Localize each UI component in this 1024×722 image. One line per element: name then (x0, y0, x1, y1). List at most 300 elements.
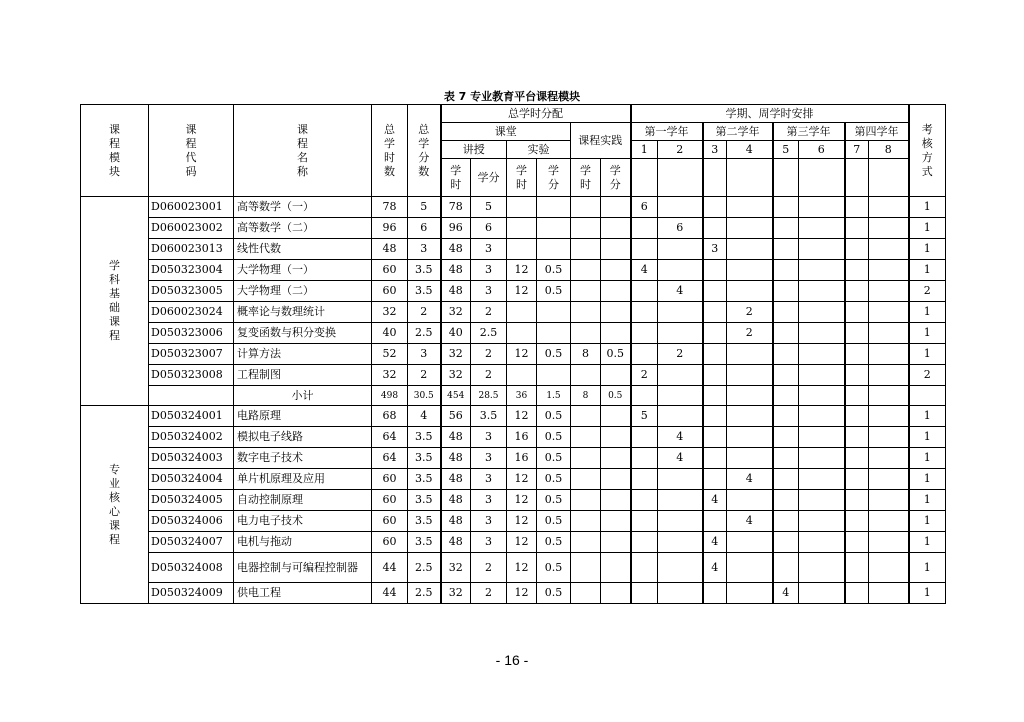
total-credits: 2.5 (408, 583, 441, 604)
header-classroom: 课堂 (441, 123, 571, 141)
subtotal-term (631, 386, 658, 406)
lab-hours: 12 (507, 511, 537, 532)
exam-method: 1 (909, 218, 946, 239)
practice-hours (571, 218, 601, 239)
practice-credits (601, 365, 631, 386)
subtotal-credits: 30.5 (408, 386, 441, 406)
term-hours (703, 218, 727, 239)
total-hours: 40 (372, 323, 408, 344)
practice-credits (601, 239, 631, 260)
lab-credits: 0.5 (537, 553, 571, 583)
lecture-hours: 48 (441, 281, 471, 302)
lecture-credits: 3 (471, 427, 507, 448)
header-year-1: 第一学年 (631, 123, 703, 141)
lab-credits (537, 197, 571, 218)
practice-hours (571, 583, 601, 604)
term-hours (799, 344, 845, 365)
term-hours (773, 553, 799, 583)
header-year-3: 第三学年 (773, 123, 845, 141)
term-hours (869, 302, 909, 323)
course-code: D060023002 (149, 218, 234, 239)
term-hours (727, 281, 773, 302)
lab-hours: 12 (507, 490, 537, 511)
lecture-credits: 5 (471, 197, 507, 218)
course-code: D050323004 (149, 260, 234, 281)
course-name: 自动控制原理 (234, 490, 372, 511)
subtotal-practice-credits: 0.5 (601, 386, 631, 406)
header-distribution: 总学时分配 (441, 105, 631, 123)
lecture-hours: 48 (441, 239, 471, 260)
term-hours (869, 218, 909, 239)
lab-credits: 0.5 (537, 532, 571, 553)
term-hours (658, 490, 703, 511)
course-code: D060023001 (149, 197, 234, 218)
practice-hours (571, 553, 601, 583)
practice-hours (571, 365, 601, 386)
term-hours (869, 511, 909, 532)
lab-hours: 12 (507, 553, 537, 583)
term-hours (631, 490, 658, 511)
lecture-credits: 2.5 (471, 323, 507, 344)
term-hours (845, 218, 869, 239)
total-hours: 60 (372, 490, 408, 511)
practice-credits (601, 469, 631, 490)
total-hours: 60 (372, 469, 408, 490)
practice-hours (571, 260, 601, 281)
subtotal-hours: 498 (372, 386, 408, 406)
total-credits: 3.5 (408, 281, 441, 302)
practice-hours (571, 448, 601, 469)
term-hours (799, 427, 845, 448)
lecture-credits: 3 (471, 281, 507, 302)
lecture-credits: 2 (471, 344, 507, 365)
lab-hours: 16 (507, 448, 537, 469)
header-year-2: 第二学年 (703, 123, 773, 141)
term-hours (845, 583, 869, 604)
term-hours: 4 (727, 511, 773, 532)
term-hours (703, 406, 727, 427)
term-hours (845, 344, 869, 365)
lecture-hours: 48 (441, 448, 471, 469)
exam-method: 1 (909, 553, 946, 583)
practice-hours (571, 406, 601, 427)
lecture-hours: 32 (441, 344, 471, 365)
table-row (81, 281, 946, 302)
lab-hours: 12 (507, 260, 537, 281)
header-name: 课 程 名 称 (234, 105, 372, 197)
course-code: D050324007 (149, 532, 234, 553)
header-term-blank (727, 159, 773, 197)
term-hours (658, 583, 703, 604)
term-hours: 2 (727, 323, 773, 344)
lecture-credits: 3 (471, 511, 507, 532)
term-hours (727, 239, 773, 260)
term-hours (869, 583, 909, 604)
subtotal-label: 小计 (234, 386, 372, 406)
practice-hours (571, 427, 601, 448)
lab-hours (507, 218, 537, 239)
term-hours (869, 406, 909, 427)
lab-credits: 0.5 (537, 583, 571, 604)
practice-credits (601, 427, 631, 448)
course-name: 复变函数与积分变换 (234, 323, 372, 344)
term-hours (727, 260, 773, 281)
total-credits: 6 (408, 218, 441, 239)
header-credits: 总 学 分 数 (408, 105, 441, 197)
table-row (81, 448, 946, 469)
total-credits: 2 (408, 365, 441, 386)
subtotal-lecture-credits: 28.5 (471, 386, 507, 406)
lecture-credits: 3 (471, 239, 507, 260)
total-hours: 48 (372, 239, 408, 260)
term-hours (658, 406, 703, 427)
term-hours (869, 427, 909, 448)
lecture-hours: 32 (441, 553, 471, 583)
subtotal-term (703, 386, 727, 406)
lecture-credits: 6 (471, 218, 507, 239)
term-hours: 3 (703, 239, 727, 260)
course-name: 电器控制与可编程控制器 (234, 553, 372, 583)
total-credits: 4 (408, 406, 441, 427)
subtotal-term (658, 386, 703, 406)
total-credits: 2.5 (408, 553, 441, 583)
term-hours (773, 302, 799, 323)
term-hours (799, 197, 845, 218)
term-hours (727, 365, 773, 386)
term-hours (799, 406, 845, 427)
lab-credits: 0.5 (537, 469, 571, 490)
lecture-hours: 48 (441, 511, 471, 532)
term-hours (703, 281, 727, 302)
term-hours (799, 448, 845, 469)
course-name: 高等数学（一） (234, 197, 372, 218)
header-term-blank (703, 159, 727, 197)
term-hours (845, 553, 869, 583)
course-code: D050324006 (149, 511, 234, 532)
subtotal-term (773, 386, 799, 406)
practice-hours (571, 490, 601, 511)
term-hours (869, 448, 909, 469)
term-hours (773, 532, 799, 553)
term-hours (869, 365, 909, 386)
practice-credits (601, 553, 631, 583)
term-hours (773, 344, 799, 365)
header-lab: 实验 (507, 141, 571, 159)
course-code: D050323007 (149, 344, 234, 365)
practice-hours (571, 281, 601, 302)
lecture-hours: 48 (441, 490, 471, 511)
term-hours (799, 469, 845, 490)
total-credits: 3 (408, 344, 441, 365)
term-hours (869, 281, 909, 302)
course-name: 线性代数 (234, 239, 372, 260)
course-code: D050323008 (149, 365, 234, 386)
header-term: 1 (631, 141, 658, 159)
term-hours (773, 365, 799, 386)
lab-hours (507, 302, 537, 323)
term-hours: 4 (773, 583, 799, 604)
total-hours: 78 (372, 197, 408, 218)
practice-hours (571, 197, 601, 218)
term-hours: 6 (658, 218, 703, 239)
term-hours (845, 448, 869, 469)
table-row (81, 511, 946, 532)
exam-method: 1 (909, 323, 946, 344)
table-row (81, 365, 946, 386)
total-hours: 68 (372, 406, 408, 427)
header-term-blank (631, 159, 658, 197)
lab-credits: 0.5 (537, 511, 571, 532)
subtotal-term (845, 386, 869, 406)
lab-hours: 16 (507, 427, 537, 448)
table-body (81, 197, 946, 604)
term-hours (631, 344, 658, 365)
course-code: D050324005 (149, 490, 234, 511)
term-hours (845, 239, 869, 260)
header-term-blank (845, 159, 869, 197)
term-hours (658, 197, 703, 218)
term-hours (869, 490, 909, 511)
table-row (81, 323, 946, 344)
practice-hours (571, 532, 601, 553)
exam-method: 1 (909, 469, 946, 490)
lab-credits (537, 365, 571, 386)
practice-credits (601, 281, 631, 302)
practice-credits (601, 218, 631, 239)
term-hours (703, 427, 727, 448)
course-name: 概率论与数理统计 (234, 302, 372, 323)
total-hours: 60 (372, 511, 408, 532)
table-row (81, 532, 946, 553)
header-year-4: 第四学年 (845, 123, 909, 141)
table-row (81, 197, 946, 218)
lab-hours: 12 (507, 532, 537, 553)
exam-method: 1 (909, 197, 946, 218)
table-row (81, 583, 946, 604)
table-row (81, 239, 946, 260)
total-credits: 3.5 (408, 448, 441, 469)
term-hours (631, 469, 658, 490)
subtotal-blank (149, 386, 234, 406)
term-hours: 2 (727, 302, 773, 323)
exam-method: 1 (909, 344, 946, 365)
section-label: 学 科 基 础 课 程 (81, 197, 149, 406)
course-name: 高等数学（二） (234, 218, 372, 239)
term-hours (773, 281, 799, 302)
term-hours (658, 302, 703, 323)
lab-hours: 12 (507, 281, 537, 302)
total-credits: 3.5 (408, 427, 441, 448)
term-hours (727, 406, 773, 427)
term-hours (703, 344, 727, 365)
exam-method: 1 (909, 583, 946, 604)
course-code: D050324008 (149, 553, 234, 583)
term-hours (658, 365, 703, 386)
total-hours: 32 (372, 365, 408, 386)
total-hours: 32 (372, 302, 408, 323)
exam-method: 1 (909, 406, 946, 427)
table-row (81, 260, 946, 281)
table-row (81, 490, 946, 511)
lab-credits (537, 218, 571, 239)
term-hours: 4 (658, 448, 703, 469)
term-hours (631, 281, 658, 302)
lab-hours: 12 (507, 344, 537, 365)
term-hours (845, 469, 869, 490)
lab-hours: 12 (507, 406, 537, 427)
term-hours (799, 218, 845, 239)
term-hours (658, 323, 703, 344)
course-name: 电力电子技术 (234, 511, 372, 532)
term-hours (773, 511, 799, 532)
table-row (81, 406, 946, 427)
term-hours (773, 218, 799, 239)
term-hours (869, 323, 909, 344)
practice-credits (601, 323, 631, 344)
lecture-credits: 3 (471, 260, 507, 281)
term-hours (703, 302, 727, 323)
term-hours (727, 553, 773, 583)
lab-credits: 0.5 (537, 281, 571, 302)
term-hours (703, 448, 727, 469)
table-row (81, 344, 946, 365)
course-code: D050324009 (149, 583, 234, 604)
term-hours: 4 (658, 427, 703, 448)
term-hours: 2 (658, 344, 703, 365)
practice-credits (601, 583, 631, 604)
subtotal-lab-hours: 36 (507, 386, 537, 406)
header-lab-hours: 学 时 (507, 159, 537, 197)
lab-credits: 0.5 (537, 427, 571, 448)
term-hours (869, 469, 909, 490)
exam-method: 1 (909, 511, 946, 532)
term-hours (799, 365, 845, 386)
term-hours (799, 583, 845, 604)
lecture-credits: 3 (471, 532, 507, 553)
lab-credits: 0.5 (537, 260, 571, 281)
practice-credits (601, 490, 631, 511)
term-hours (703, 197, 727, 218)
course-code: D050324004 (149, 469, 234, 490)
term-hours (773, 448, 799, 469)
term-hours (727, 490, 773, 511)
total-credits: 3.5 (408, 260, 441, 281)
lecture-hours: 56 (441, 406, 471, 427)
term-hours (869, 532, 909, 553)
practice-credits: 0.5 (601, 344, 631, 365)
header-term-blank (773, 159, 799, 197)
practice-credits (601, 448, 631, 469)
term-hours (845, 427, 869, 448)
practice-hours (571, 469, 601, 490)
lab-credits (537, 323, 571, 344)
term-hours (658, 511, 703, 532)
course-name: 计算方法 (234, 344, 372, 365)
header-module: 课 程 模 块 (81, 105, 149, 197)
subtotal-term (869, 386, 909, 406)
term-hours (773, 197, 799, 218)
header-exam: 考 核 方 式 (909, 105, 946, 197)
term-hours (773, 260, 799, 281)
term-hours (799, 532, 845, 553)
course-name: 单片机原理及应用 (234, 469, 372, 490)
exam-method: 1 (909, 427, 946, 448)
term-hours (773, 427, 799, 448)
term-hours (658, 469, 703, 490)
term-hours (631, 448, 658, 469)
term-hours: 4 (727, 469, 773, 490)
table-row (81, 469, 946, 490)
term-hours: 4 (658, 281, 703, 302)
term-hours: 5 (631, 406, 658, 427)
term-hours (845, 511, 869, 532)
header-term-blank (869, 159, 909, 197)
term-hours (658, 260, 703, 281)
term-hours (773, 323, 799, 344)
header-lecture: 讲授 (441, 141, 507, 159)
lecture-credits: 2 (471, 365, 507, 386)
term-hours (631, 218, 658, 239)
term-hours (727, 218, 773, 239)
total-credits: 3 (408, 239, 441, 260)
course-code: D050323005 (149, 281, 234, 302)
term-hours (727, 532, 773, 553)
lecture-hours: 40 (441, 323, 471, 344)
exam-method: 2 (909, 365, 946, 386)
lecture-hours: 48 (441, 469, 471, 490)
course-name: 大学物理（二） (234, 281, 372, 302)
lecture-credits: 2 (471, 583, 507, 604)
exam-method: 1 (909, 239, 946, 260)
lab-hours (507, 365, 537, 386)
header-term-blank (658, 159, 703, 197)
practice-hours: 8 (571, 344, 601, 365)
term-hours (799, 302, 845, 323)
term-hours (773, 406, 799, 427)
total-hours: 44 (372, 553, 408, 583)
lab-hours (507, 197, 537, 218)
term-hours: 4 (703, 532, 727, 553)
header-code: 课 程 代 码 (149, 105, 234, 197)
practice-credits (601, 511, 631, 532)
lecture-credits: 3.5 (471, 406, 507, 427)
course-name: 电路原理 (234, 406, 372, 427)
term-hours: 4 (631, 260, 658, 281)
term-hours (631, 532, 658, 553)
subtotal-lab-credits: 1.5 (537, 386, 571, 406)
exam-method: 1 (909, 532, 946, 553)
lab-credits: 0.5 (537, 344, 571, 365)
term-hours: 4 (703, 553, 727, 583)
header-term: 3 (703, 141, 727, 159)
header-term: 7 (845, 141, 869, 159)
lecture-credits: 3 (471, 469, 507, 490)
term-hours (799, 511, 845, 532)
term-hours (727, 197, 773, 218)
header-lab-credits: 学 分 (537, 159, 571, 197)
header-practice-hours: 学 时 (571, 159, 601, 197)
term-hours (773, 469, 799, 490)
lecture-hours: 32 (441, 302, 471, 323)
lecture-credits: 3 (471, 448, 507, 469)
course-name: 电机与拖动 (234, 532, 372, 553)
total-credits: 5 (408, 197, 441, 218)
total-hours: 60 (372, 260, 408, 281)
total-credits: 3.5 (408, 532, 441, 553)
lab-credits (537, 302, 571, 323)
practice-hours (571, 323, 601, 344)
subtotal-practice-hours: 8 (571, 386, 601, 406)
